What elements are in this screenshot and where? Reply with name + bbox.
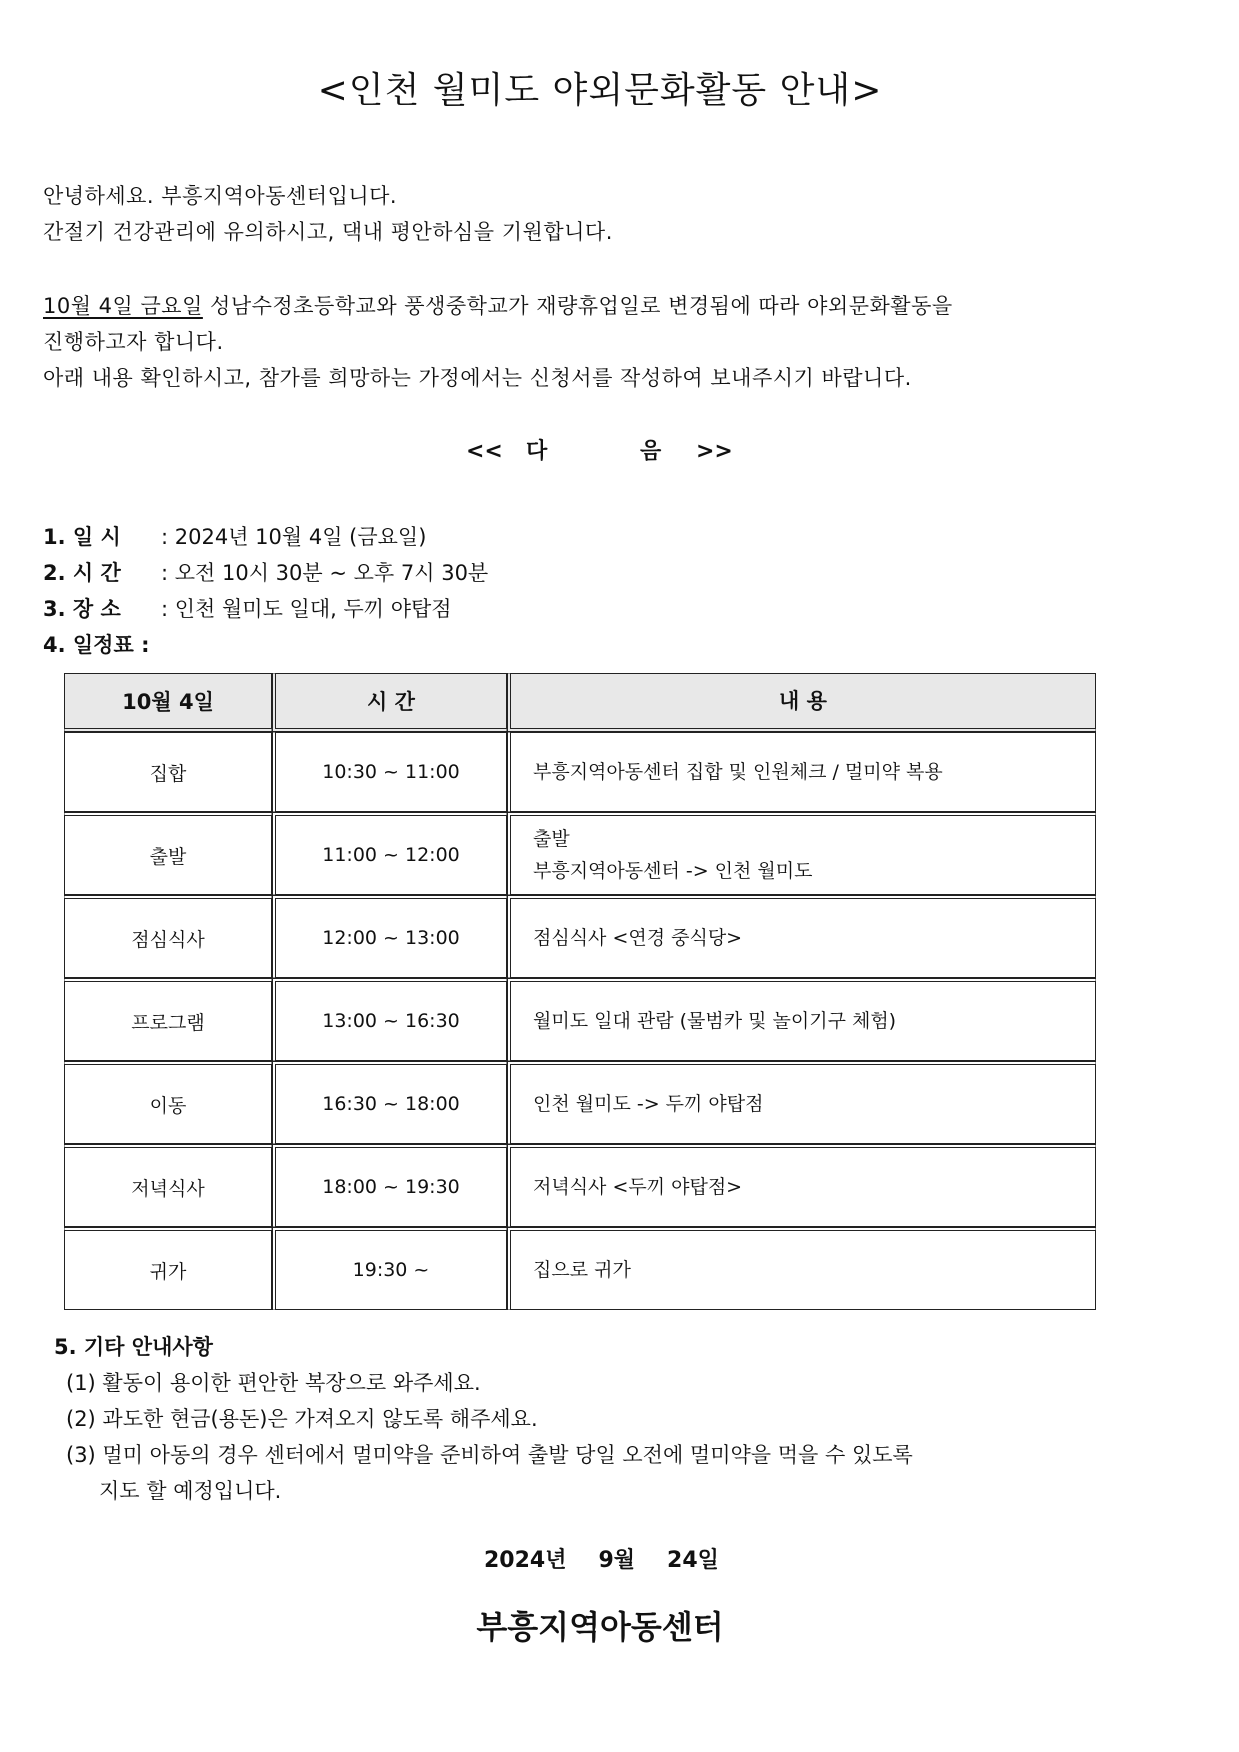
info-time-row bbox=[43, 555, 488, 591]
etc-item: (3) 멀미 아동의 경우 센터에서 멀미약을 준비하여 출발 당일 오전에 멀미약을 먹을 수 있도록 bbox=[66, 1443, 913, 1467]
etc-notes bbox=[54, 1329, 913, 1509]
table-row bbox=[64, 1061, 1096, 1144]
row-name: 출발 bbox=[64, 812, 272, 895]
body-line-1-rest: 성남수정초등학교와 풍생중학교가 재량휴업일로 변경됨에 따라 야외문화활동을 bbox=[202, 294, 953, 318]
event-date-underlined: 10월 4일 금요일 bbox=[43, 294, 203, 318]
row-name: 귀가 bbox=[64, 1227, 272, 1310]
info-label: 1. 일 시 bbox=[43, 525, 121, 549]
info-label: 3. 장 소 bbox=[43, 597, 121, 621]
row-name: 저녁식사 bbox=[64, 1144, 272, 1227]
row-content-line: 집으로 귀가 bbox=[533, 1259, 631, 1281]
issue-year: 2024년 bbox=[484, 1548, 567, 1573]
row-time: 18:00 ~ 19:30 bbox=[272, 1144, 507, 1227]
etc-item: (2) 과도한 현금(용돈)은 가져오지 않도록 해주세요. bbox=[66, 1407, 538, 1431]
row-content bbox=[507, 732, 1096, 812]
etc-item-continuation: 지도 할 예정입니다. bbox=[99, 1479, 282, 1503]
row-content-line: 저녁식사 <두끼 야탑점> bbox=[533, 1176, 743, 1198]
table-row bbox=[64, 1227, 1096, 1310]
row-content-line: 인천 월미도 -> 두끼 야탑점 bbox=[533, 1093, 764, 1115]
greeting-paragraph bbox=[43, 178, 613, 250]
notice-heading bbox=[466, 434, 733, 465]
event-info-list bbox=[43, 519, 488, 663]
notice-char-1: 다 bbox=[526, 439, 548, 464]
etc-item: (1) 활동이 용이한 편안한 복장으로 와주세요. bbox=[66, 1371, 481, 1395]
row-content-line: 출발 bbox=[533, 828, 570, 850]
row-time: 11:00 ~ 12:00 bbox=[272, 812, 507, 895]
row-name: 점심식사 bbox=[64, 895, 272, 978]
row-content-line: 부흥지역아동센터 집합 및 인원체크 / 멀미약 복용 bbox=[533, 761, 943, 783]
schedule-table bbox=[64, 673, 1096, 1310]
row-content-line: 부흥지역아동센터 -> 인천 월미도 bbox=[533, 860, 813, 882]
row-name: 집합 bbox=[64, 732, 272, 812]
body-paragraph bbox=[43, 288, 953, 396]
table-row bbox=[64, 732, 1096, 812]
info-value: : 인천 월미도 일대, 두끼 야탑점 bbox=[161, 597, 452, 621]
row-content bbox=[507, 978, 1096, 1061]
table-row bbox=[64, 1144, 1096, 1227]
row-name: 이동 bbox=[64, 1061, 272, 1144]
row-name: 프로그램 bbox=[64, 978, 272, 1061]
organization-name: 부흥지역아동센터 bbox=[476, 1608, 724, 1646]
info-date-row bbox=[43, 519, 488, 555]
row-content bbox=[507, 1227, 1096, 1310]
info-label: 2. 시 간 bbox=[43, 561, 121, 585]
row-content bbox=[507, 1061, 1096, 1144]
header-content: 내 용 bbox=[507, 673, 1096, 732]
body-line-2: 진행하고자 합니다. bbox=[43, 330, 224, 354]
row-content bbox=[507, 812, 1096, 895]
table-row bbox=[64, 812, 1096, 895]
notice-close: >> bbox=[696, 439, 733, 464]
info-value: : 2024년 10월 4일 (금요일) bbox=[161, 525, 427, 549]
notice-open: << bbox=[466, 439, 503, 464]
row-content-line: 월미도 일대 관람 (물범카 및 놀이기구 체험) bbox=[533, 1010, 897, 1032]
row-time: 10:30 ~ 11:00 bbox=[272, 732, 507, 812]
row-content-line: 점심식사 <연경 중식당> bbox=[533, 927, 743, 949]
header-date: 10월 4일 bbox=[64, 673, 272, 732]
document-title: <인천 월미도 야외문화활동 안내> bbox=[317, 70, 883, 111]
table-row bbox=[64, 978, 1096, 1061]
greeting-line-1: 안녕하세요. 부흥지역아동센터입니다. bbox=[43, 184, 398, 208]
row-time: 16:30 ~ 18:00 bbox=[272, 1061, 507, 1144]
row-time: 19:30 ~ bbox=[272, 1227, 507, 1310]
row-time: 12:00 ~ 13:00 bbox=[272, 895, 507, 978]
greeting-line-2: 간절기 건강관리에 유의하시고, 댁내 평안하심을 기원합니다. bbox=[43, 220, 613, 244]
issue-month: 9월 bbox=[598, 1548, 636, 1573]
notice-char-2: 음 bbox=[640, 439, 662, 464]
row-time: 13:00 ~ 16:30 bbox=[272, 978, 507, 1061]
info-label: 4. 일정표 : bbox=[43, 633, 150, 657]
issue-day: 24일 bbox=[667, 1548, 719, 1573]
table-row bbox=[64, 895, 1096, 978]
issue-date bbox=[484, 1543, 751, 1574]
row-content bbox=[507, 1144, 1096, 1227]
etc-heading: 5. 기타 안내사항 bbox=[54, 1335, 213, 1359]
body-line-3: 아래 내용 확인하시고, 참가를 희망하는 가정에서는 신청서를 작성하여 보내주시기 바랍니다. bbox=[43, 366, 912, 390]
info-schedule-row bbox=[43, 627, 488, 663]
body-line-1 bbox=[43, 288, 953, 324]
header-time: 시 간 bbox=[272, 673, 507, 732]
schedule-header-row bbox=[64, 673, 1096, 732]
info-value: : 오전 10시 30분 ~ 오후 7시 30분 bbox=[161, 561, 489, 585]
info-place-row bbox=[43, 591, 488, 627]
row-content bbox=[507, 895, 1096, 978]
